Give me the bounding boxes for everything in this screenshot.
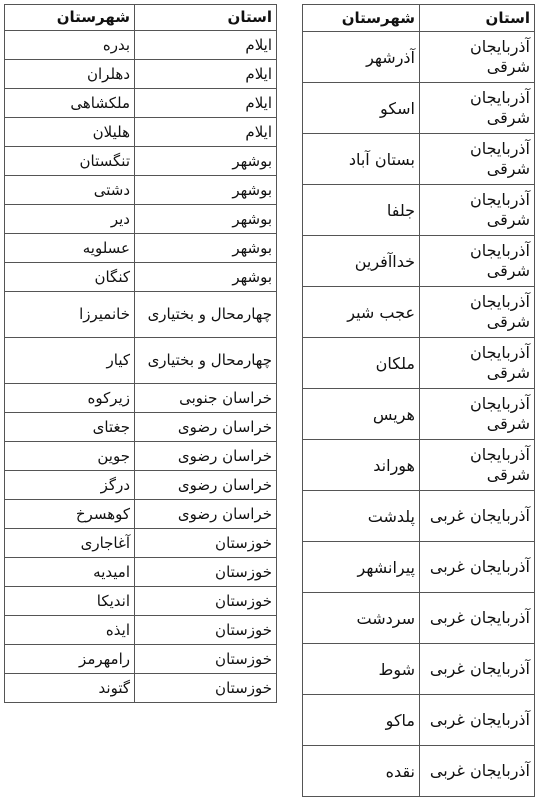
province-cell: بوشهر bbox=[135, 147, 277, 176]
province-cell: خراسان جنوبی bbox=[135, 384, 277, 413]
table-row bbox=[303, 185, 535, 236]
table-row bbox=[5, 645, 277, 674]
table-row bbox=[5, 292, 277, 338]
city-cell: جلفا bbox=[303, 185, 420, 236]
province-cell: آذربایجان غربی bbox=[420, 593, 535, 644]
table-row bbox=[5, 176, 277, 205]
city-header: شهرستان bbox=[303, 5, 420, 32]
province-cell: آذربایجان شرقی bbox=[420, 287, 535, 338]
province-cell: آذربایجان شرقی bbox=[420, 185, 535, 236]
province-cell: خوزستان bbox=[135, 558, 277, 587]
right-table bbox=[302, 4, 535, 797]
province-header: استان bbox=[420, 5, 535, 32]
city-cell: جغتای bbox=[5, 413, 135, 442]
table-row bbox=[303, 695, 535, 746]
left-table bbox=[4, 4, 277, 703]
city-cell: اسکو bbox=[303, 83, 420, 134]
table-row bbox=[5, 413, 277, 442]
province-cell: آذربایجان شرقی bbox=[420, 440, 535, 491]
table-row bbox=[303, 746, 535, 797]
table-row bbox=[303, 593, 535, 644]
city-cell: جوین bbox=[5, 442, 135, 471]
province-cell: آذربایجان غربی bbox=[420, 491, 535, 542]
province-cell: آذربایجان غربی bbox=[420, 644, 535, 695]
province-cell: آذربایجان شرقی bbox=[420, 83, 535, 134]
city-header: شهرستان bbox=[5, 5, 135, 31]
city-cell: خانمیرزا bbox=[5, 292, 135, 338]
province-cell: آذربایجان شرقی bbox=[420, 389, 535, 440]
province-cell: آذربایجان شرقی bbox=[420, 134, 535, 185]
table-row bbox=[5, 234, 277, 263]
table-row bbox=[5, 384, 277, 413]
province-cell: خوزستان bbox=[135, 529, 277, 558]
province-cell: آذربایجان غربی bbox=[420, 542, 535, 593]
table-row bbox=[5, 338, 277, 384]
table-row bbox=[5, 442, 277, 471]
province-cell: آذربایجان شرقی bbox=[420, 32, 535, 83]
table-row bbox=[5, 616, 277, 645]
city-cell: آغاجاری bbox=[5, 529, 135, 558]
table-row bbox=[5, 587, 277, 616]
table-row bbox=[5, 500, 277, 529]
province-cell: چهارمحال و بختیاری bbox=[135, 338, 277, 384]
province-cell: آذربایجان غربی bbox=[420, 746, 535, 797]
city-cell: ماکو bbox=[303, 695, 420, 746]
province-header: استان bbox=[135, 5, 277, 31]
city-cell: درگز bbox=[5, 471, 135, 500]
table-row bbox=[5, 471, 277, 500]
city-cell: کوهسرخ bbox=[5, 500, 135, 529]
province-cell: خراسان رضوی bbox=[135, 442, 277, 471]
table-row bbox=[5, 529, 277, 558]
city-cell: کیار bbox=[5, 338, 135, 384]
city-cell: سردشت bbox=[303, 593, 420, 644]
city-cell: هوراند bbox=[303, 440, 420, 491]
city-cell: شوط bbox=[303, 644, 420, 695]
province-cell: خراسان رضوی bbox=[135, 471, 277, 500]
province-cell: بوشهر bbox=[135, 205, 277, 234]
table-row bbox=[303, 287, 535, 338]
table-row bbox=[5, 31, 277, 60]
table-row bbox=[303, 644, 535, 695]
city-cell: دهلران bbox=[5, 60, 135, 89]
province-cell: آذربایجان شرقی bbox=[420, 236, 535, 287]
city-cell: کنگان bbox=[5, 263, 135, 292]
left-table-body bbox=[5, 31, 277, 703]
header-row bbox=[303, 5, 535, 32]
city-cell: اندیکا bbox=[5, 587, 135, 616]
province-cell: بوشهر bbox=[135, 263, 277, 292]
city-cell: پلدشت bbox=[303, 491, 420, 542]
province-cell: ایلام bbox=[135, 118, 277, 147]
table-row bbox=[303, 440, 535, 491]
city-cell: زیرکوه bbox=[5, 384, 135, 413]
province-cell: خوزستان bbox=[135, 674, 277, 703]
city-cell: بستان آباد bbox=[303, 134, 420, 185]
city-cell: گتوند bbox=[5, 674, 135, 703]
province-cell: چهارمحال و بختیاری bbox=[135, 292, 277, 338]
city-cell: ایذه bbox=[5, 616, 135, 645]
city-cell: ملکشاهی bbox=[5, 89, 135, 118]
table-row bbox=[303, 338, 535, 389]
city-cell: بدره bbox=[5, 31, 135, 60]
province-cell: خراسان رضوی bbox=[135, 413, 277, 442]
province-cell: بوشهر bbox=[135, 176, 277, 205]
province-cell: ایلام bbox=[135, 89, 277, 118]
table-row bbox=[303, 389, 535, 440]
city-cell: عسلویه bbox=[5, 234, 135, 263]
city-cell: نقده bbox=[303, 746, 420, 797]
city-cell: عجب شیر bbox=[303, 287, 420, 338]
province-cell: خوزستان bbox=[135, 645, 277, 674]
table-row bbox=[303, 491, 535, 542]
city-cell: هلیلان bbox=[5, 118, 135, 147]
province-cell: ایلام bbox=[135, 31, 277, 60]
table-row bbox=[5, 118, 277, 147]
province-cell: خوزستان bbox=[135, 616, 277, 645]
province-cell: خوزستان bbox=[135, 587, 277, 616]
table-row bbox=[5, 89, 277, 118]
table-row bbox=[303, 32, 535, 83]
city-cell: رامهرمز bbox=[5, 645, 135, 674]
province-cell: ایلام bbox=[135, 60, 277, 89]
table-row bbox=[303, 83, 535, 134]
header-row bbox=[5, 5, 277, 31]
province-cell: بوشهر bbox=[135, 234, 277, 263]
province-cell: آذربایجان غربی bbox=[420, 695, 535, 746]
table-row bbox=[5, 674, 277, 703]
city-cell: خداآفرین bbox=[303, 236, 420, 287]
table-row bbox=[303, 542, 535, 593]
table-row bbox=[5, 205, 277, 234]
city-cell: پیرانشهر bbox=[303, 542, 420, 593]
city-cell: دیر bbox=[5, 205, 135, 234]
city-cell: دشتی bbox=[5, 176, 135, 205]
province-cell: آذربایجان شرقی bbox=[420, 338, 535, 389]
table-row bbox=[5, 60, 277, 89]
table-row bbox=[5, 147, 277, 176]
table-row bbox=[5, 558, 277, 587]
city-cell: آذرشهر bbox=[303, 32, 420, 83]
province-cell: خراسان رضوی bbox=[135, 500, 277, 529]
table-row bbox=[303, 134, 535, 185]
right-table-body bbox=[303, 32, 535, 797]
table-row bbox=[5, 263, 277, 292]
table-row bbox=[303, 236, 535, 287]
city-cell: هریس bbox=[303, 389, 420, 440]
city-cell: امیدیه bbox=[5, 558, 135, 587]
city-cell: تنگستان bbox=[5, 147, 135, 176]
city-cell: ملکان bbox=[303, 338, 420, 389]
